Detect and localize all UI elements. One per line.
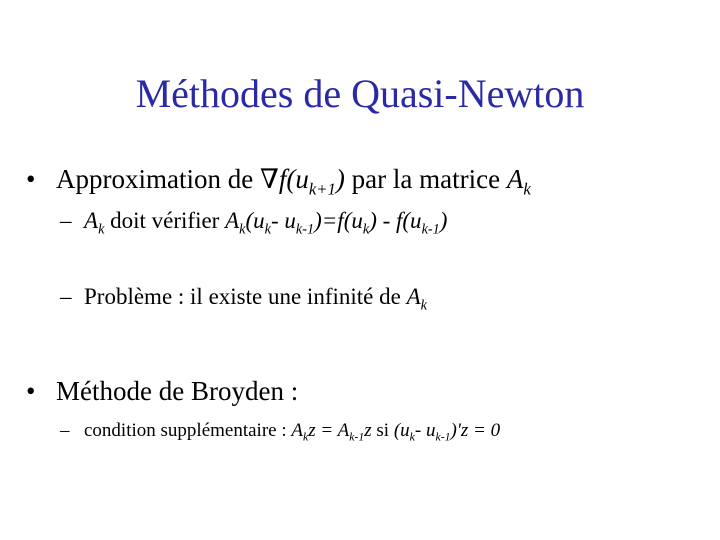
equation-part: (u bbox=[245, 208, 265, 233]
dash-marker: – bbox=[60, 208, 72, 233]
subscript-k-minus-1: k-1 bbox=[435, 430, 451, 444]
approximation-label: Approximation de bbox=[56, 164, 254, 194]
subitem-secant-condition bbox=[60, 208, 447, 238]
equation-part: ) - f(u bbox=[369, 208, 422, 233]
bullet-broyden bbox=[26, 376, 298, 407]
si-label: si bbox=[376, 420, 390, 441]
broyden-label: Méthode de Broyden : bbox=[56, 376, 299, 406]
matrix-symbol: A bbox=[406, 284, 421, 309]
subscript-k: k bbox=[264, 221, 271, 238]
subscript-k-minus-1: k-1 bbox=[349, 430, 365, 444]
equation-part: z bbox=[364, 420, 372, 441]
subscript-k: k bbox=[239, 221, 246, 238]
subscript-k-minus-1: k-1 bbox=[421, 221, 440, 238]
subscript-k: k bbox=[98, 221, 105, 238]
subscript-k: k bbox=[362, 221, 370, 238]
subscript-k: k bbox=[420, 297, 427, 314]
subscript-k-minus-1: k-1 bbox=[295, 221, 315, 238]
matrix-symbol: A bbox=[225, 208, 240, 233]
equation-part: - u bbox=[271, 208, 296, 233]
condition-label: condition supplémentaire : bbox=[84, 420, 287, 441]
bullet-approximation bbox=[26, 164, 531, 199]
equation-part: ) bbox=[439, 208, 448, 233]
matrix-label: par la matrice bbox=[351, 164, 501, 194]
matrix-symbol: A bbox=[337, 420, 350, 441]
gradient-symbol: ∇ bbox=[259, 164, 279, 194]
bullet-marker: • bbox=[26, 164, 36, 194]
slide-title: Méthodes de Quasi-Newton bbox=[135, 71, 585, 116]
equation-part: - u bbox=[414, 420, 436, 441]
subscript-k-plus-1: k+1 bbox=[308, 179, 336, 199]
subscript-k: k bbox=[523, 179, 531, 199]
equation-part: )=f(u bbox=[314, 208, 363, 233]
function-close: ) bbox=[335, 164, 345, 194]
matrix-symbol: A bbox=[84, 208, 99, 233]
equation-part: z = bbox=[308, 420, 338, 441]
matrix-symbol: A bbox=[291, 420, 303, 441]
equation-part: (u bbox=[393, 420, 410, 441]
function-text: f(u bbox=[278, 164, 309, 194]
dash-marker: – bbox=[60, 420, 70, 441]
equation-part: )'z = 0 bbox=[450, 420, 501, 441]
dash-marker: – bbox=[60, 284, 72, 309]
subscript-k: k bbox=[302, 430, 309, 444]
subitem-additional-condition bbox=[60, 420, 500, 444]
subitem-infinite-solutions bbox=[60, 284, 427, 314]
verify-label: doit vérifier bbox=[110, 208, 220, 233]
subscript-k: k bbox=[409, 430, 415, 444]
problem-label: Problème : il existe une infinité de bbox=[84, 284, 401, 309]
matrix-symbol: A bbox=[506, 164, 524, 194]
bullet-marker: • bbox=[26, 376, 36, 406]
